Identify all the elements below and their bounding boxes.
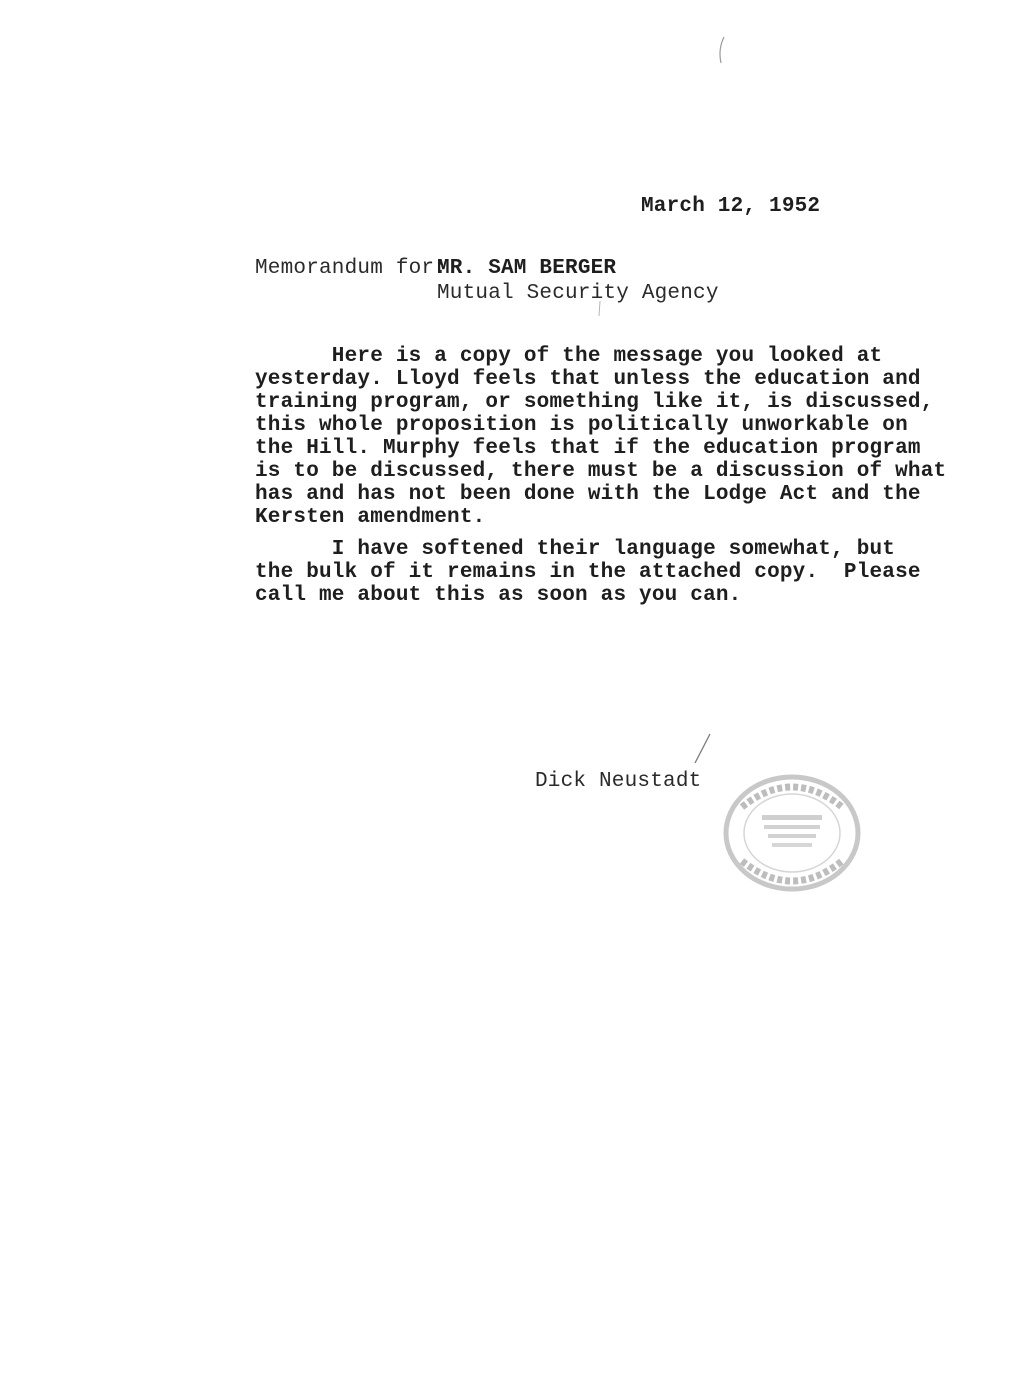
paragraph-line: call me about this as soon as you can. xyxy=(255,584,742,607)
pen-slash-icon xyxy=(692,733,712,765)
paragraph-line: training program, or something like it, is discussed, xyxy=(255,391,934,414)
paragraph-line: the bulk of it remains in the attached copy. Please xyxy=(255,561,921,584)
memo-paragraph-1 xyxy=(255,345,946,529)
memo-agency: Mutual Security Agency xyxy=(437,282,719,305)
paragraph-line: has and has not been done with the Lodge Act and the xyxy=(255,483,921,506)
memo-label: Memorandum for: xyxy=(255,257,448,280)
memo-recipient: MR. SAM BERGER xyxy=(437,257,617,280)
pencil-tick-icon xyxy=(596,300,604,318)
signature-name: Dick Neustadt xyxy=(535,770,702,793)
paragraph-line: this whole proposition is politically unworkable on xyxy=(255,414,908,437)
paragraph-line: is to be discussed, there must be a discussion of what xyxy=(255,460,947,483)
paragraph-line: I have softened their language somewhat, but xyxy=(255,538,896,561)
paragraph-line: the Hill. Murphy feels that if the education program xyxy=(255,437,921,460)
pen-mark-icon xyxy=(712,35,728,65)
paragraph-line: Kersten amendment. xyxy=(255,506,486,529)
paragraph-line: Here is a copy of the message you looked at xyxy=(255,345,883,368)
memo-date: March 12, 1952 xyxy=(641,195,821,218)
archive-stamp-icon xyxy=(722,773,862,893)
paragraph-line: yesterday. Lloyd feels that unless the education and xyxy=(255,368,921,391)
memo-paragraph-2 xyxy=(255,538,921,607)
